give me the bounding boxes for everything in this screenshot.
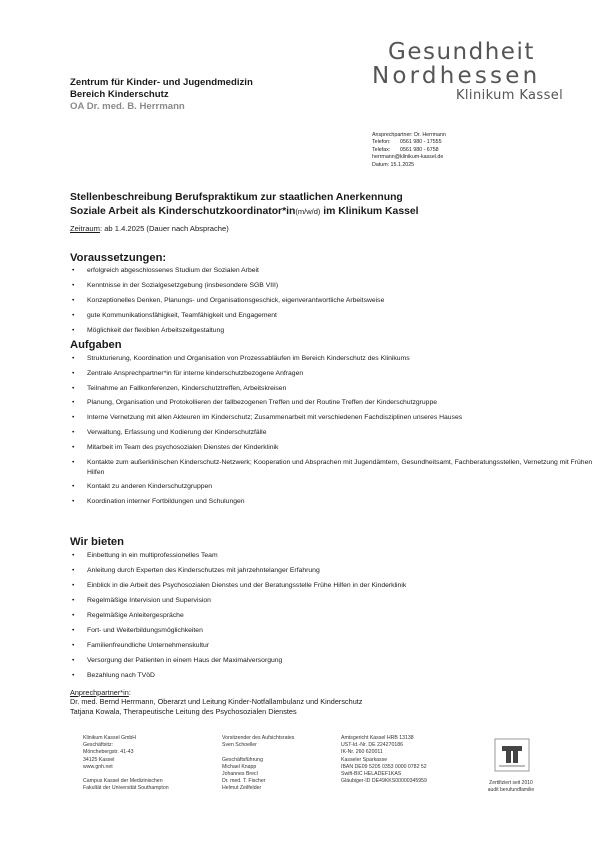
footer-line xyxy=(83,771,169,778)
footer-line: IBAN DE09 5205 0353 0000 0782 52 xyxy=(341,763,427,770)
certificate-logo xyxy=(494,738,530,772)
bullet-icon: • xyxy=(72,642,75,649)
bullet-icon: • xyxy=(72,597,75,604)
title-line-2 xyxy=(70,205,419,219)
document-title xyxy=(70,191,419,218)
contact-date: Datum: 15.1.2025 xyxy=(372,161,415,168)
footer-line: Johannes Brecl xyxy=(222,771,258,778)
certificate-text xyxy=(482,780,540,793)
title-gender-note: (m/w/d) xyxy=(295,206,321,216)
footer-line: Zertifiziert seit 2010 xyxy=(489,780,533,786)
bullet-icon: • xyxy=(72,414,75,422)
list-item-text: Fort- und Weiterbildungsmöglichkeiten xyxy=(87,627,203,634)
heading-wir-bieten: Wir bieten xyxy=(70,536,124,548)
phone-value: 0561 980 - 17555 xyxy=(400,139,442,146)
list-item xyxy=(70,482,595,492)
footer-line: 34125 Kassel xyxy=(83,756,115,763)
footer-line: Vorsitzender des Aufsichtsrates xyxy=(222,735,295,741)
bullet-icon: • xyxy=(72,567,75,574)
list-item xyxy=(70,566,406,576)
bullet-icon: • xyxy=(72,443,75,451)
title-line-1: Stellenbeschreibung Berufspraktikum zur staatlichen Anerkennung xyxy=(70,192,403,203)
logo-line-3: Klinikum Kassel xyxy=(456,88,564,103)
footer-line: Swift-BIC HELADEF1KAS xyxy=(341,771,402,778)
list-item xyxy=(70,626,406,636)
list-item-text: Zentrale Ansprechpartner*in für interne kinderschutzbezogene Anfragen xyxy=(87,369,304,377)
footer-line: Dr. med. T. Fischer xyxy=(222,778,266,785)
list-item-text: Konzeptionelles Denken, Planungs- und Organisationsgeschick, eigenverantwortliche Arbeitsweise xyxy=(87,297,385,305)
list-item-text: Versorgung der Patienten in einem Haus der Maximalversorgung xyxy=(87,657,283,664)
department-header xyxy=(70,77,253,113)
bullet-icon: • xyxy=(72,672,75,679)
footer-company xyxy=(83,735,169,793)
list-item-text: Kenntnisse in der Sozialgesetzgebung (insbesondere SGB VIII) xyxy=(87,282,279,290)
list-item xyxy=(70,354,595,364)
list-item xyxy=(70,384,595,394)
contact-persons-colon: : xyxy=(128,688,131,697)
bullet-icon: • xyxy=(72,355,75,362)
list-item-text: Mitarbeit im Team des psychosozialen Dienstes der Kinderklinik xyxy=(87,443,279,451)
footer-line: Amtsgericht Kassel HRB 13138 xyxy=(341,735,414,741)
bullet-icon: • xyxy=(72,267,75,274)
footer-line: Fakultät der Universität Southampton xyxy=(83,785,169,792)
period-line xyxy=(70,224,229,233)
bullet-icon: • xyxy=(72,297,75,305)
list-item xyxy=(70,581,406,591)
list-item-text: Koordination interner Fortbildungen und Schulungen xyxy=(87,498,245,506)
list-item-text: Planung, Organisation und Protokollieren der fallbezogenen Treffen und der Routine Treffen der Kinderschutzgruppe xyxy=(87,399,438,407)
list-item-text: Teilnahme an Fallkonferenzen, Kinderschutztreffen, Arbeitskreisen xyxy=(87,384,287,392)
heading-voraussetzungen: Voraussetzungen: xyxy=(70,252,167,264)
list-item xyxy=(70,369,595,379)
list-item xyxy=(70,281,384,291)
footer-line: Sven Schoeller xyxy=(222,742,257,749)
bullet-icon: • xyxy=(72,498,75,506)
contact-persons xyxy=(70,688,362,716)
period-label: Zeitraum xyxy=(70,224,100,233)
fax-label: Telefax: xyxy=(372,146,391,153)
list-item-text: Kontakte zum außerklinischen Kinderschutz-Netzwerk; Kooperation und Absprachen mit Jugendämtern, Gesundheitsamt, Fachberatungsstellen, Vernetzung mit Frühen Hilfen xyxy=(87,458,593,476)
footer-line: IK-Nr. 260 620011 xyxy=(341,749,383,756)
list-item-text: erfolgreich abgeschlossenes Studium der Sozialen Arbeit xyxy=(87,267,259,274)
bullet-icon: • xyxy=(72,384,75,392)
heading-aufgaben: Aufgaben xyxy=(70,339,122,351)
list-aufgaben xyxy=(70,354,595,512)
list-item-text: Einbettung in ein multiprofessionelles Team xyxy=(87,552,218,559)
list-item xyxy=(70,398,595,408)
list-item-text: Strukturierung, Koordination und Organisation von Prozessabläufen im Bereich Kinderschutz des Klinikums xyxy=(87,355,410,362)
contact-person-1: Dr. med. Bernd Herrmann, Oberarzt und Leitung Kinder-Notfallambulanz und Kinderschutz xyxy=(70,697,363,707)
bullet-icon: • xyxy=(72,483,75,491)
contact-persons-label-row xyxy=(70,688,362,697)
list-item xyxy=(70,428,595,438)
list-item-text: Verwaltung, Erfassung und Kodierung der Kinderschutzfälle xyxy=(87,428,267,436)
list-item xyxy=(70,611,406,621)
list-voraussetzungen xyxy=(70,266,384,341)
list-item xyxy=(70,497,595,507)
contact-person-2: Tatjana Kowala, Therapeutische Leitung des Psychosozialen Dienstes xyxy=(70,706,297,716)
footer-line: UST-Id.-Nr. DE 224270186 xyxy=(341,742,403,749)
bullet-icon: • xyxy=(72,657,75,664)
footer-line: Campus Kassel der Medizinischen xyxy=(83,778,163,785)
list-item xyxy=(70,311,384,321)
title-line-2-end: im Klinikum Kassel xyxy=(320,205,419,217)
list-item xyxy=(70,551,406,561)
contact-email[interactable]: herrmann@klinikum-kassel.de xyxy=(372,154,444,161)
bullet-icon: • xyxy=(72,327,75,335)
list-item xyxy=(70,266,384,276)
bullet-icon: • xyxy=(72,627,75,634)
list-item xyxy=(70,641,406,651)
list-item xyxy=(70,443,595,453)
footer-line: Helmut Zeilfelder xyxy=(222,785,262,792)
logo-line-2: Nordhessen xyxy=(372,63,541,89)
hospital-logo xyxy=(372,40,572,104)
list-item xyxy=(70,671,406,681)
list-item-text: Regelmäßige Anleitergespräche xyxy=(87,612,184,619)
footer-management xyxy=(222,735,294,793)
list-item xyxy=(70,413,595,423)
footer-line: Gläubiger-ID DE49KKS00000345959 xyxy=(341,778,427,785)
list-item-text: Kontakt zu anderen Kinderschutzgruppen xyxy=(87,483,213,491)
list-item-text: Interne Vernetzung mit allen Akteuren im Kinderschutz; Zusammenarbeit mit verschiedenen Fachdisziplinen unseres Hauses xyxy=(87,414,463,422)
phone-label: Telefon: xyxy=(372,139,391,146)
contact-info xyxy=(372,132,446,169)
list-item-text: Bezahlung nach TVöD xyxy=(87,672,155,679)
period-text: : ab 1.4.2025 (Dauer nach Absprache) xyxy=(99,224,229,233)
department-line-1: Zentrum für Kinder- und Jugendmedizin xyxy=(70,77,253,88)
list-item-text: Regelmäßige Intervision und Supervision xyxy=(87,597,211,604)
list-item xyxy=(70,326,384,336)
list-item-text: Anleitung durch Experten des Kinderschutzes mit jahrzehntelanger Erfahrung xyxy=(87,567,320,574)
list-item xyxy=(70,458,595,478)
list-item-text: Möglichkeit der flexiblen Arbeitszeitgestaltung xyxy=(87,327,225,335)
footer-line: audit berufundfamilie xyxy=(487,786,535,793)
footer-line: Geschäftsitz: xyxy=(83,742,113,749)
list-item-text: Einblick in die Arbeit des Psychosozialen Dienstes und der Beratungsstelle Frühe Hilfen in der Kinderklinik xyxy=(87,582,407,589)
bullet-icon: • xyxy=(72,612,75,619)
footer-line: Kasseler Sparkasse xyxy=(341,756,388,763)
bullet-icon: • xyxy=(72,399,75,407)
department-line-3: OA Dr. med. B. Herrmann xyxy=(70,101,185,112)
bullet-icon: • xyxy=(72,582,75,589)
footer-line xyxy=(222,749,294,756)
list-item xyxy=(70,596,406,606)
footer-line: Klinikum Kassel GmbH xyxy=(83,735,137,741)
bullet-icon: • xyxy=(72,282,75,290)
bullet-icon: • xyxy=(72,428,75,436)
footer-line: www.gnh.net xyxy=(83,763,113,770)
logo-line-1: Gesundheit xyxy=(388,39,535,65)
list-item-text: Familienfreundliche Unternehmenskultur xyxy=(87,642,210,649)
footer-bank xyxy=(341,735,427,785)
contact-phone-row xyxy=(372,139,446,146)
footer-line: Mönchebergstr. 41-43 xyxy=(83,749,134,756)
contact-fax-row xyxy=(372,147,446,154)
contact-persons-label: Anprechpartner*in xyxy=(70,688,129,697)
certificate-logo-icon xyxy=(494,738,530,772)
footer-line: Geschäftsführung xyxy=(222,756,263,763)
list-item xyxy=(70,296,384,306)
footer-line: Michael Knapp xyxy=(222,763,257,770)
bullet-icon: • xyxy=(72,312,75,320)
list-wir-bieten xyxy=(70,551,406,686)
list-item-text: gute Kommunikationsfähigkeit, Teamfähigkeit und Engagement xyxy=(87,312,277,320)
bullet-icon: • xyxy=(72,369,75,377)
department-line-2: Bereich Kinderschutz xyxy=(70,89,169,100)
bullet-icon: • xyxy=(72,458,75,466)
title-line-2-main: Soziale Arbeit als Kinderschutzkoordinator*in xyxy=(70,205,296,217)
bullet-icon: • xyxy=(72,552,75,559)
list-item xyxy=(70,656,406,666)
fax-value: 0561 980 - 6758 xyxy=(400,146,439,153)
contact-partner: Ansprechpartner: Dr. Herrmann xyxy=(372,132,446,138)
